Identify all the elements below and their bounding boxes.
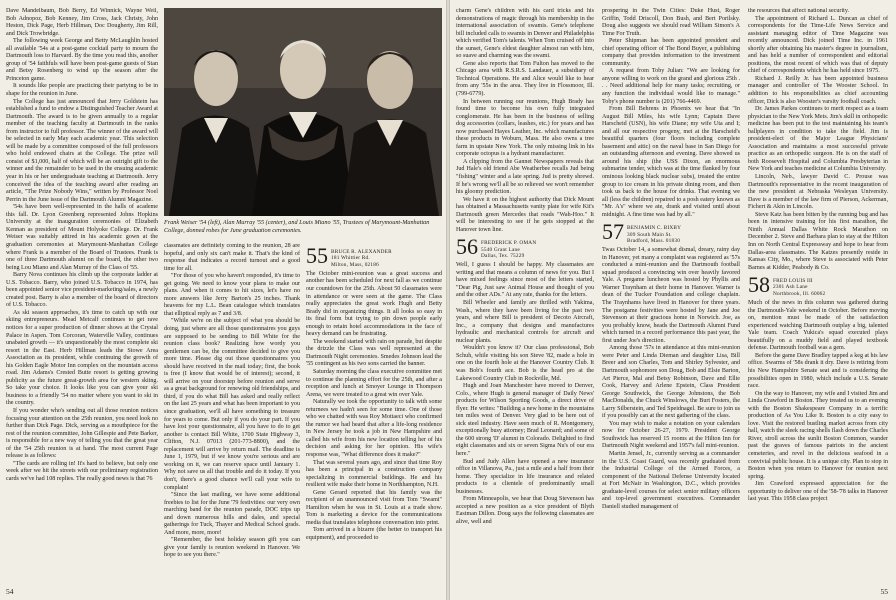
paragraph: Steve Katz has been bitten by the running bug and has been in intensive training for his first marathon, the Ninth Annual Dallas White Rock Marathon on December 2. Steve and Barbara plan to stay at the Hilton Inn on North Central Expressway and hope to hear from Dallas-area classmates. The Katzes presently reside in Kansas City, Mo., where Steve is associated with Peter Barnes at Kidder, Peabody & Co. — [748, 211, 888, 271]
class-58-header — [748, 272, 888, 298]
paragraph: We have it on the highest authority that Dick Mount has obtained a Massachusetts vanity plate for wife Kit's Dartmouth green Mercedes that reads "Wah-Hoo." It will be interesting to see if he gets stopped at the Hanover town line. — [456, 196, 594, 233]
right-page — [450, 0, 896, 600]
paragraph: "Remember, the best holiday season gift you can give your family is reunion weekend in Hanover. We hope to see you there." — [164, 537, 300, 559]
paragraph: Jim Crawford expressed appreciation for the opportunity to deliver one of the '58-'78 talks in Hanover last year. This 1958 class project — [748, 481, 888, 503]
left-col-3 — [306, 243, 442, 588]
paragraph: Tom arrived in a bizarre (the better to transport his equipment), and proceeded to — [306, 527, 442, 542]
paragraph: A request from Toby Julian: "We are looking for anyone willing to work on the grand and glorious 25th . . . Need additional help for many tasks; recruiting, or any function the individual would like to manage." Toby's phone number is (201) 766-4469. — [602, 68, 740, 105]
paragraph: Martin Jensel, Jr., currently serving as a commander in the U.S. Coast Guard, was recently graduated from the Industrial College of the Armed Forces, a component of the National Defense University located at Fort McNair in Washington, D.C., which provides graduate-level courses for select senior military officers and top-level government executives. Commander Daniell studied management of — [602, 450, 740, 510]
class-number: 55 — [306, 243, 328, 268]
class-secretary-address — [481, 237, 536, 259]
class-55-notes — [306, 271, 442, 543]
paragraph: "Since the last mailing, we have some additional freebies to list for the June '79 festivities: our very own marching band for the reunion parade, DOC trips up and down numerous hills and dales, and special gatherings for Tuck, Thayer and Medical School grads. And more, more, more! — [164, 492, 300, 536]
class-57-notes — [602, 247, 740, 511]
paragraph: Wouldn't you know it? Our class professional, Bob Schuh, while visiting his son Steve '82, made a hole in one on the fourth hole at the Hanover Country Club. It was Bob's fourth ace. Bob is the head pro at the Lakewood Country Club in Rockville, Md. — [456, 345, 594, 382]
paragraph: That was several years ago, and since that time Roy has been a principal in a construction company specializing in commercial buildings. He and his resilient wife make their home in Northhampton, N.H. — [306, 459, 442, 489]
class-58-notes — [748, 300, 888, 504]
paragraph: Among those '57s in attendance at this mini-reunion were Peter and Linda Dieman and daughter Lisa, Bill Breer and son Charles, Tom and Shirley Sylvester, and Dartmouth sophomore son Doug, Bob and Elsie Barton, Art Pierce, Mal and Betsy Robinson, Dave and Ellie Cook, Harvey and Arlene Epstein, Class President George Southwick, the George Johnstons, the Bob MacDonalds, the Chuck Winslows, the Burt Fosters, the Larry Silberstein, and Ted Speidnagel. Be sure to join us if you possibly can at the next gathering of the class. — [602, 345, 740, 420]
paragraph: prospering in the Twin Cities: Duke Hust, Roger Griffin, Todd Driscoll, Don Bush, and Bert Porilsky. Doug also suggests we should read William Simon's A Time For Truth. — [602, 8, 740, 37]
paragraph: "While we're on the subject of what you should be doing, just where are all those questionnaires you guys are supposed to be sending to Bill White for the reunion class book? Realizing how wordy you gentlemen can be, the committee decided to give you more time. Please dig out those questionnaires you should have received in the mail today; first, the book is free (I know that would be of interest); second, it will arrive on your doorstep before reunion and serve as a great background for renewing old friendships, and third, if you do what Bill has asked and really reflect on the last 25 years and what has been important to you since graduation, we'll all have something to treasure for years to come. But only if you do your part. If you have lost your questionnaire, all you have to do to get another is contact Bill White, 1700 State Highway 3, Clifton, N.J. 07013 (201-773-8800), and the replacement will arrive by return mail. The deadline is June 1, 1979, but if we know you're serious and are working on it, we can reserve space until January 1. Why not save us all that trouble and do it today. If you don't, there's a good chance we'll call your wife to complain! — [164, 318, 300, 491]
paragraph: Hugh and Joan Manchester have moved to Denver, Colo., where Hugh is general manager of Daily News' products for Wilson Sporting Goods, a direct drive of flyer. He writes: "Building a new home in the mountains ten miles west of Denver. Very glad to be here out of sick steel industry. Have seen much of R. Montgomery, exceptionally busy attorney; Brad Leonard; and some of the 600 strong 'D' alumni in Colorado. Delighted to find eight classmates and six or seven Sigma Nu's of our era here." — [456, 383, 594, 457]
paragraph: From Minneapolis, we hear that Doug Stevenson has accepted a new position as a vice president of Blyth Eastman Dillon. Doug says the following classmates are alive, well and — [456, 496, 594, 525]
paragraph: Richard J. Reilly Jr. has been appointed business manager and controller of The Wooster School. In addition to his responsibilities as chief accounting officer, Dick is also Wooster's varsity football coach. — [748, 75, 888, 105]
paragraph: Peter Shipman has been appointed president and chief operating officer of The Bond Buyer, a publishing company that provides information to the investment community. — [602, 38, 740, 67]
paragraph: Lincoln, Neb., lawyer David C. Prouse was Dartmouth's representative in the recent inauguration of the new president at Nebraska Wesleyan University. Dave is a member of the law firm of Pierson, Ackerman, Fichert & Akin in Lincoln. — [748, 174, 888, 211]
paragraph: The October mini-reunion was a great success and another has been scheduled for next fall as we continue our countdown for the 25th. About 50 classmates were in attendance or were seen at the game. The Class really appreciates the great work Hugh and Betty Brady did in organizing things. It all looks so easy in its final form but trying to pin down people early enough to retain hotel accommodations in the face of heavy demand can be frustrating. — [306, 270, 442, 338]
left-col-2 — [164, 243, 300, 588]
secretary-street: 5540 Grant Lane — [481, 246, 520, 253]
class-number: 58 — [748, 272, 770, 298]
paragraph: the resources that affect national security. — [748, 8, 850, 14]
left-page — [0, 0, 446, 600]
paragraph: Gene Gerard reported that his family was the recipient of an unannounced visit from Tom "Swami" Hamilton when he was in St. Louis at a trade show. Tom is marketing a device for the communications media that translates telephone conversation into print. — [306, 489, 442, 526]
class-secretary-address — [627, 222, 681, 244]
paragraph: The weekend started with rain on parade, but despite the drizzle the Class was well represented at the Dartmouth Night ceremonies. Smedes Johnson lead the '55 contingent as his two sons carried the banner. — [306, 338, 442, 368]
class-number: 57 — [602, 219, 624, 245]
class-57-header — [602, 219, 740, 245]
paragraph: Twas October 14, a somewhat dismal, dreary, rainy day in Hanover, yet many a complaint was registered as '57s conducted a mini-reunion and the Dartmouth football squad produced a convincing win over heavily favored Yale. A pregame luncheon was hosted by Phyllis and Warner Traynham at their home in Hanover. Warner is dean of the Tucker Foundation and college chaplain. The Traynhams have lived in Hanover for three years. The postgame festivities were hosted by Jane and Joe Stevenson at their gracious home in Norwich. Joe, as you probably know, heads the Dartmouth Alumni Fund which turned in a record performance this past year, the first under Joe's direction. — [602, 247, 740, 344]
paragraph: Dave Mandelbaum, Bob Berry, Ed Winnick, Wayne Weil, Bob Adnopoz, Bob Kenney, Jim Cross, Jack Christy, John Heston, Dick Page, Herb Hillman, Doc Dougherty, Jim Rill, and Dick Trowbridge. — [6, 8, 158, 37]
paragraph: You may wish to make a notation on your calendars now for October 26-27, 1979. President George Southwick has reserved 15 rooms at the Hilton Inn for Dartmouth Night weekend and 1957's fall mini-reunion. — [602, 420, 740, 450]
paragraph: The College has just announced that Jerry Goldstein has established a fund to endow a Distinguished Teacher Award at Dartmouth. The award is to be given annually to a regular member of the teaching faculty at Dartmouth in the ranks from instructor to full professor. The winner of the award will be selected in early May each academic year. This selection will be made by a committee composed of the full professors who hold endowed chairs at the College. The prize will consist of $1,000, half of which will be an outright gift to the winner and the remainder to be used in the ensuing academic year in his or her undergraduate teaching at Dartmouth. Jerry conceived the idea of the teaching award after reading an article, "The Prize Nobody Wins," written by Professor Noel Perrin in the June issue of the Dartmouth Alumni Magazine. — [6, 98, 158, 203]
class-secretary-address — [773, 275, 825, 297]
photo-caption: Frank Weiser '54 (left), Alan Murray '55 (center), and Louis Miano '55, Trustees of Marymount-Manhattan College, donned robes for June graduation ceremonies. — [164, 219, 430, 234]
paragraph: Before the game Dave Bradley tapped a keg at his law office. Swarms of '58s drank it dry. Dave is retiring from his New Hampshire Senate seat and is considering the possibilities open in 1980, which include a U.S. Senate race. — [748, 352, 888, 390]
class-55-notes-cont — [456, 8, 594, 234]
secretary-name: FREDERICK P. OMAN — [481, 240, 537, 247]
class-56-notes-cont — [602, 8, 740, 219]
left-col-1 — [6, 8, 158, 588]
page-number-right: 55 — [880, 587, 888, 596]
secretary-name: BRUCE R. ALEXANDER — [331, 249, 392, 255]
paragraph: '54s have been well-represented in the halls of academe this fall. Dr. Lyon Greenberg represented Johns Hopkins University at the inauguration ceremonies of Elizabeth Kennan as president of Mount Holyoke College. Dr. Frank Weiser was suitably attired in his academic gown at the graduation ceremonies at Marymount-Manhattan College where Frank is a member of the Board of Trustees. Frank is one of three Dartmouth alumni on the board, the other two being Lou Miano and Alan Murray of the Class of '55. — [6, 204, 158, 271]
paragraph: Bud and Judy Allen have opened a new insurance office in Villanova, Pa., just a mile and a half from their home. They specialize in life insurance and related products to a clientele of predominantly small businesses. — [456, 458, 594, 495]
paragraph: Much of the news in this column was gathered during the Dartmouth-Yale weekend in October. Before moving on, mention must be made of the satisfaction experienced watching Dartmouth outplay a big, talented Yale team. Coach Yukica's squad executed plays beautifully on a muddy field and played textbook defense. Dartmouth football was a gem. — [748, 300, 888, 352]
secretary-city: Dallas, Tex. 75229 — [481, 253, 525, 259]
photo-image — [164, 8, 442, 216]
paragraph: The following week George and Betty McLaughlin hosted all available '54s at a post-game cocktail party to mourn the Dartmouth loss to Harvard. By the time you read this, another group of '54 faithfuls will have been post-game guests of Stan and Betsy Rosenberg to wind up the season after the Princeton game. — [6, 38, 158, 82]
secretary-city: Milton, Mass, 02186 — [331, 261, 379, 268]
secretary-street: 181 Whittier Rd. — [331, 255, 370, 262]
class-56-header — [456, 234, 594, 260]
right-col-2 — [602, 8, 740, 588]
paragraph: "The cards are rolling in! It's hard to believe, but only one week after we hit the streets with our preliminary registration cards we've had 108 replies. The really good news is that 76 — [6, 460, 158, 482]
paragraph: The appointment of Richard L. Duncan as chief of correspondents for the Time-Life News Service and assistant managing editor of Time Magazine was recently announced. Dick joined Time Inc. in 1961 shortly after obtaining his master's degree in journalism, and has held a number of correspondent and editorial positions, the most recent of which was that of deputy chief of correspondents which he has held since 1975. — [748, 15, 888, 75]
secretary-name: FRED LOUIS III — [773, 278, 813, 285]
class-57-notes-cont — [748, 8, 888, 272]
paragraph: classmates are definitely coming to the reunion, 28 are hopeful, and only six can't make it. That's the kind of response that indicates a record turnout and a good time for all. — [164, 243, 300, 272]
paragraph: Saturday morning the class executive committee met to continue the planning effort for the 25th, and after a reception and lunch at Smoyer Lounge in Thompson Arena, we were treated to a great win over Yale. — [306, 369, 442, 398]
paragraph: A clipping from the Gannet Newspapers reveals that Jud Hale's old friend Abe Weatherbee recalls Jud being "fishing" winter and a late spring. Jud is pretty shrewd. If he's wrong we'll all be so relieved we won't remember his gloomy prediction. — [456, 158, 594, 196]
paragraph: Barry Nova continues his climb up the corporate ladder at U.S. Tobacco. Barry, who joined U.S. Tobacco in 1974, has been appointed senior vice president-marketing/sales, a newly created post. Barry is also a member of the board of directors of U.S. Tobacco. — [6, 272, 158, 309]
right-col-3 — [748, 8, 888, 588]
class-number: 56 — [456, 234, 478, 260]
paragraph: On the way to Hanover, my wife and I visited Jim and Linda Crawford in Boston. They treated us to an evening with the Boston Shakespeare Company in a terrific production of As You Like It. Boston is a city easy to love. Visit the restored bustling market across from city hall, watch the sleek racing shells flash down the Charles River, stroll across the sunlit Boston Common, wander past the graves of famous patriots in the ancient cemeteries, and revel in the delicious seafood in a convivial public house. It is a unique city. Plan to stop in Boston when you return to Hanover for reunion next spring. — [748, 390, 888, 480]
page-number-left: 54 — [6, 587, 14, 596]
paragraph: Dr. James Parkes continues to merit respect as a team physician to the New York Mets. Jim's skill in orthopedic medicine has been put to the test maintaining his team's ballplayers in condition to take the field. Jim is president-elect of the Major League Physicians' Association and maintains a most successful private practice as an orthopedic surgeon. He is on the staff of both Roosevelt Hospital and Columbia Presbyterian in New York and teaches medicine at Columbia University. — [748, 106, 888, 173]
paragraph: "For those of you who haven't responded, it's time to get going. We need to know your plans to make our plans. And when it comes to hit sizes, let's have no more answers like Jerry Barton's 25 inches. Thank heavens for my L.L. Bean catalogue which translates that elliptical reply as 7 and 3/8. — [164, 273, 300, 317]
paragraph: Bill Wheeler and family are thrilled with Yakima, Wash., where they have been living for the past two years, and where Bill is president of Decoto Aircraft, Inc., a company that designs and manufactures hydraulic and mechanical controls for aircraft and nuclear plants. — [456, 300, 594, 344]
paragraph: From Bill Behrens in Phoenix we hear that "In August Bill Miles, his wife Lynn; Captain Dave Harscheid (USN), his wife Diane; my wife Uta and I; and all our respective progeny, met at the Harscheid's beautiful quarters (four floors including complete basement and attic) on the naval base in San Diego for an outstanding afternoon and evening. Dave showed us around his ship (the USS Dixon, an enormous submarine tender, which was at the time flanked by four ominous looking black nuclear subs), treated the entire group to ice cream in his private dining room, and then took us back to the house for drinks. That evening we all (less the children) repaired to a posh eatery known as "Mr. A's" where we ate, drank and visited until about midnight. A fine time was had by all." — [602, 106, 740, 218]
class-55-header — [306, 243, 442, 268]
paragraph: As ski season approaches, it's time to catch up with our skiing entrepreneurs. Mead Metcalf continues to get rave notices for a super production of dinner shows at the Crystal Palace in Aspen. Tom Corcoran, Waterville Valley, continues unabated growth — it's unquestionably the most complete ski resort in the East. Herb Hillman leads the Stowe Area Association as its president, while continuing the growth of his Golden Eagle Motor Inn complex on the mountain access road. Jim Adams's Crested Butte resort is getting growing publicity as the future great-growth area for western skiing. So take your choice. It looks like you can give your ski business to a friendly '54 no matter where you want to ski in the country. — [6, 309, 158, 407]
paragraph: In between running our reunions, Hugh Brady has found time to become his own fully integrated conglomerate. He has been in the business of selling dog accessories (collars, leashes, etc.) for years and has now purchased Hayes Leather, Inc. which manufactures these products in Woburn, Mass. He also owns a tree farm in upstate New York. The only missing link in his corporate octopus is a hydrant manufacturer. — [456, 98, 594, 158]
class-secretary-address — [331, 246, 392, 268]
secretary-city: Northbrook, Ill. 60062 — [773, 290, 826, 297]
trustees-photo — [164, 8, 442, 216]
class-56-notes — [456, 262, 594, 526]
paragraph: Naturally we took the opportunity to talk with some returnees we hadn't seen for some time. One of those who we chatted with was Roy Mottaeci who confirmed the rumor we had heard that after a life-long residence in New Jersey he took a job in New Hampshire and called his wife from his new location telling her of his decision and asking for her opinion. His wife's response was, "What difference does it make?" — [306, 399, 442, 459]
paragraph: If you wonder who's sending out all those reunion notices focusing your attention on the 25th reunion, you need look no further than Dick Page. Dick, serving as a mouthpiece for the rest of the reunion committee, John Gillespie and Pete Barker, is responsible for a new way of telling you that the great year of the '54 25th reunion is at hand. The most current Page release is as follows: — [6, 407, 158, 460]
right-col-1 — [456, 8, 594, 588]
secretary-street: 2301 Ash Lane — [773, 284, 808, 291]
paragraph: charm Gene's children with his card tricks and his demonstrations of magic through his membership in the international association of swamis. Gene's telephone bill included calls to swamis in Denver and Philadelphia which verified Tom's talents. When Tom cruised off into the sunset, Gene's eldest daughter almost ran with him, so suave and charming was the swami. — [456, 8, 594, 60]
paragraph: Gene also reports that Tom Fulton has moved to the Chicago area with R.S.R.S. Landauer, a subsidiary of Technical Operations. He and Alice would like to hear from any '55s in the area. They live in Flossmoor, Ill. (799-6779). — [456, 60, 594, 98]
paragraph: It sounds like people are practicing their partying to be in shape for the reunion in June. — [6, 83, 158, 98]
paragraph: Well, I guess I should be happy. My classmates are writing and that means a column of news for you. But I have mixed feelings since most of the letters started, "Dear Pig, Just saw Animal House and thought of you and the other ADs." At any rate, thanks for the letters. — [456, 262, 594, 299]
secretary-city: Bradford, Mass. 01830 — [627, 237, 681, 244]
secretary-street: 309 South Main St. — [627, 231, 672, 238]
secretary-name: BENJAMIN C. BIXBY — [627, 225, 682, 232]
